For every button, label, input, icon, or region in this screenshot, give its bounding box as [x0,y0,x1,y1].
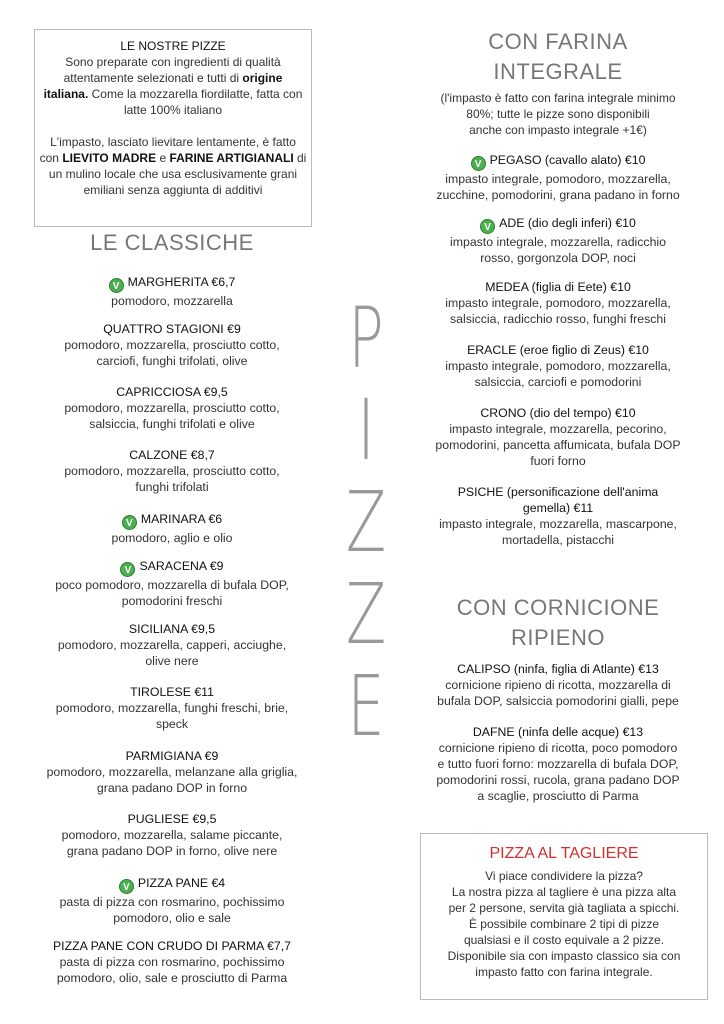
intro-title: LE NOSTRE PIZZE [120,39,226,53]
menu-item [22,447,322,495]
text: Come la mozzarella fiordilatte, fatta con latte 100% italiano [88,87,303,117]
menu-item [22,384,322,432]
menu-item-title: PARMIGIANA €9 [125,749,219,763]
menu-item-description: poco pomodoro, mozzarella di bufala DOP, pomodorini freschi [55,578,289,608]
menu-item-title: PEGASO (cavallo alato) €10 [489,153,646,167]
menu-item-title: ERACLE (eroe figlio di Zeus) €10 [467,343,649,357]
menu-item [410,342,706,390]
vertical-title-letter: Z [345,473,387,571]
menu-item-title: TIROLESE €11 [130,685,214,699]
vegetarian-icon: V [122,515,137,530]
menu-item-name [410,279,706,295]
menu-item-title: DAFNE (ninfa delle acque) €13 [472,725,644,739]
intro-paragraph-2 [35,118,311,198]
menu-item [410,724,706,804]
menu-item-description: impasto integrale, pomodoro, mozzarella, salsiccia, carciofi e pomodorini [445,359,671,389]
menu-item-description: impasto integrale, pomodoro, mozzarella, zucchine, pomodorini, grana padano in forno [436,172,680,202]
section-title-classiche: LE CLASSICHE [90,230,254,255]
menu-item-name [22,748,322,764]
menu-item-name [22,875,322,894]
menu-item [410,152,706,203]
integrale-note: (l'impasto è fatto con farina integrale minimo 80%; tutte le pizze sono disponibili anche con impasto integrale +1€) [440,91,676,137]
menu-item-description: pomodoro, mozzarella, prosciutto cotto, salsiccia, funghi trifolati e olive [64,401,280,431]
menu-item [22,938,322,986]
menu-item [22,811,322,859]
menu-item-title: CRONO (dio del tempo) €10 [480,406,636,420]
menu-item-name [22,684,322,700]
vertical-title-letter: Z [345,565,387,663]
intro-box [34,29,312,227]
vertical-title-letter: I [357,381,375,479]
menu-item [410,661,706,709]
menu-item [22,558,322,609]
menu-item-name [22,511,322,530]
menu-item-description: cornicione ripieno di ricotta, poco pomodoro e tutto fuori forno: mozzarella di bufala DOP, pomodorini rossi, rucola, grana padano DOP a scaglie, prosciutto di Parma [436,741,680,803]
menu-item-description: cornicione ripieno di ricotta, mozzarella di bufala DOP, salsiccia pomodorini gialli, pepe [437,678,679,708]
menu-item-title: MARGHERITA €6,7 [127,275,236,289]
menu-item-name [410,484,706,516]
menu-item-description: pomodoro, mozzarella, capperi, acciughe, olive nere [57,638,287,668]
menu-item-name [22,384,322,400]
menu-item [22,321,322,369]
menu-item-name [22,321,322,337]
menu-item-description: pomodoro, mozzarella, melanzane alla griglia, grana padano DOP in forno [46,765,298,795]
menu-item-name [22,274,322,293]
vegetarian-icon: V [120,562,135,577]
menu-item-description: impasto integrale, mozzarella, radicchio rosso, gorgonzola DOP, noci [450,235,666,265]
menu-item [22,511,322,546]
menu-item-title: MARINARA €6 [140,512,223,526]
text: e [156,151,170,165]
menu-item-title: ADE (dio degli inferi) €10 [499,216,636,230]
bold-text: origine italiana. [43,71,283,101]
menu-item-description: impasto integrale, mozzarella, mascarpone, mortadella, pistacchi [439,517,677,547]
menu-item-title: QUATTRO STAGIONI €9 [103,322,241,336]
vegetarian-icon: V [119,879,134,894]
section-title-cornicione: CON CORNICIONE RIPIENO [456,595,660,650]
menu-item-title: SICILIANA €9,5 [128,622,216,636]
menu-item-name [22,621,322,637]
menu-item-description: impasto integrale, pomodoro, mozzarella, salsiccia, radicchio rosso, funghi freschi [445,296,671,326]
menu-item-title: SARACENA €9 [139,559,224,573]
section-title-integrale: CON FARINA INTEGRALE [488,29,628,84]
intro-paragraph-1 [35,54,311,118]
vegetarian-icon: V [109,278,124,293]
vertical-title-letter: P [348,289,384,387]
menu-item [22,274,322,309]
tagliere-text: Vi piace condividere la pizza? La nostra pizza al tagliere è una pizza alta per 2 persone, servita già tagliata a spicchi. È possibile combinare 2 tipi di pizze qualsiasi e il costo equivale a 2 pizze. Disponibile sia con impasto classico sia con impasto fatto con farina integrale. [447,869,681,979]
menu-item [22,748,322,796]
menu-item [410,279,706,327]
menu-item-title: CALIPSO (ninfa, figlia di Atlante) €13 [457,662,659,676]
menu-item-title: PIZZA PANE CON CRUDO DI PARMA €7,7 [52,939,292,953]
menu-item-name [410,215,706,234]
menu-item-title: CALZONE €8,7 [129,448,215,462]
text: di un mulino locale che usa esclusivamente grani emiliani senza aggiunta di additivi [48,151,307,197]
bold-text: FARINE ARTIGIANALI [169,151,294,165]
menu-item-title: PIZZA PANE €4 [137,876,226,890]
menu-item-description: pasta di pizza con rosmarino, pochissimo pomodoro, olio e sale [59,895,285,925]
menu-item-description: pomodoro, mozzarella, prosciutto cotto, funghi trifolati [64,464,280,494]
menu-item-name [410,405,706,421]
menu-item [410,484,706,548]
menu-item-name [410,661,706,677]
menu-item-name [22,811,322,827]
menu-item [22,875,322,926]
menu-item-description: pasta di pizza con rosmarino, pochissimo pomodoro, olio, sale e prosciutto di Parma [56,955,288,985]
menu-item-name [410,152,706,171]
menu-item-title: MEDEA (figlia di Eete) €10 [485,280,631,294]
menu-item-title: CAPRICCIOSA €9,5 [116,385,228,399]
menu-item [410,215,706,266]
menu-item [22,684,322,732]
text: L'impasto, lasciato lievitare lentamente, è fatto con [39,135,296,165]
menu-item-description: pomodoro, mozzarella, funghi freschi, brie, speck [55,701,289,731]
menu-item-name [22,447,322,463]
menu-item-name [410,724,706,740]
menu-item-name [22,558,322,577]
tagliere-title: PIZZA AL TAGLIERE [489,845,639,862]
menu-item-title: PUGLIESE €9,5 [127,812,217,826]
tagliere-box [420,833,708,1000]
menu-item [410,405,706,469]
vertical-title-letter: E [347,657,385,755]
menu-item [22,621,322,669]
menu-item-name [410,342,706,358]
menu-item-description: impasto integrale, mozzarella, pecorino, pomodorini, pancetta affumicata, bufala DOP fuori forno [435,422,681,468]
menu-item-title: PSICHE (personificazione dell'anima gemella) €11 [457,485,659,515]
vegetarian-icon: V [471,156,486,171]
menu-item-description: pomodoro, mozzarella [111,294,233,308]
vegetarian-icon: V [480,219,495,234]
text: Sono preparate con ingredienti di qualità attentamente selezionati e tutti di [63,55,281,85]
menu-item-name [22,938,322,954]
menu-item-description: pomodoro, aglio e olio [111,531,233,545]
menu-item-description: pomodoro, mozzarella, prosciutto cotto, carciofi, funghi trifolati, olive [64,338,280,368]
menu-item-description: pomodoro, mozzarella, salame piccante, grana padano DOP in forno, olive nere [61,828,283,858]
bold-text: LIEVITO MADRE [62,151,157,165]
